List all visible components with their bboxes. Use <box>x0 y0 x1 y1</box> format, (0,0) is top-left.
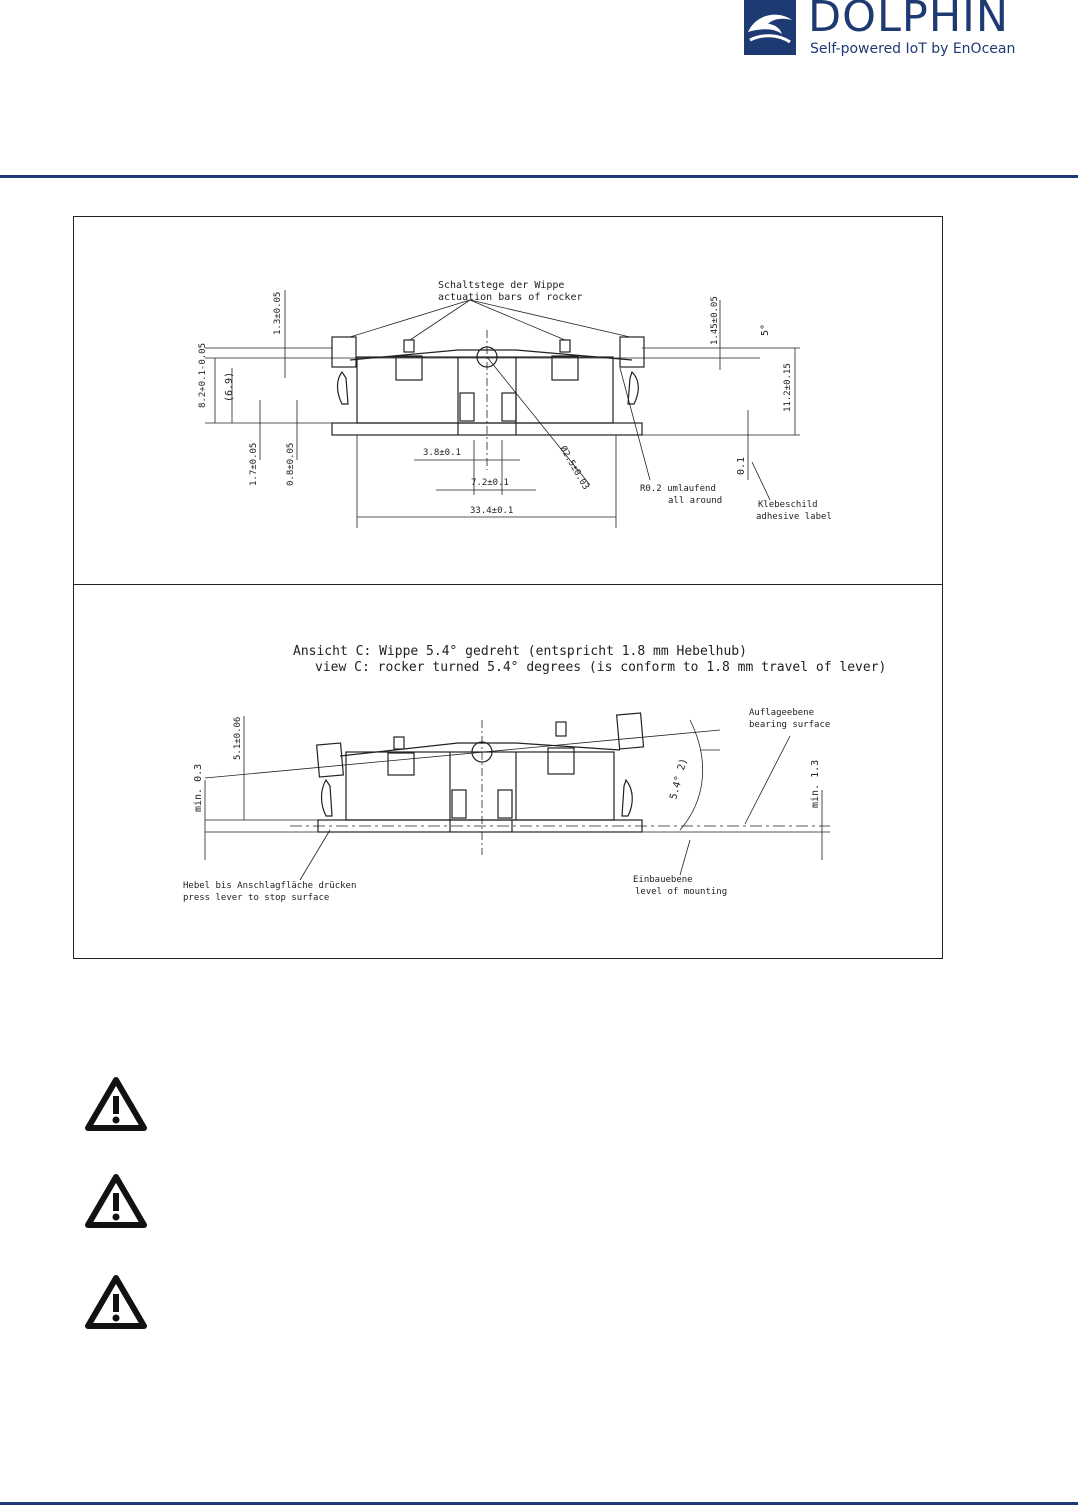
warning-icon <box>84 1076 148 1132</box>
callout-en: actuation bars of rocker <box>438 292 583 303</box>
dim-8-2: 8.2+0.1-0.05 <box>198 342 208 408</box>
mount-en: level of mounting <box>635 887 728 897</box>
dim-5deg: 5° <box>760 323 771 336</box>
dim-1-7: 1.7±0.05 <box>249 442 259 486</box>
warning-icon <box>84 1173 148 1229</box>
label-de: Klebeschild <box>758 500 818 510</box>
dim-diameter: Ø2.5±0.03 <box>557 444 591 492</box>
dim-11-2: 11.2±0.15 <box>783 363 793 412</box>
dim-min-1-3: min. 1.3 <box>810 759 821 808</box>
dim-33-4: 33.4±0.1 <box>470 506 514 516</box>
brand-tagline: Self-powered IoT by EnOcean <box>810 41 1016 57</box>
dim-5-1: 5.1±0.06 <box>233 716 243 760</box>
view-c-title-en: view C: rocker turned 5.4° degrees (is conform to 1.8 mm travel of lever) <box>315 660 887 675</box>
callout-de: Schaltstege der Wippe <box>438 280 565 291</box>
dim-min-0-3: min. 0.3 <box>193 763 204 812</box>
lever-en: press lever to stop surface <box>183 893 330 903</box>
dim-angle: 5.4° 2) <box>668 757 690 801</box>
view-c-title-de: Ansicht C: Wippe 5.4° gedreht (entspricht 1.8 mm Hebelhub) <box>293 644 747 659</box>
warning-icon <box>84 1274 148 1330</box>
dim-7-2: 7.2±0.1 <box>471 478 509 488</box>
dim-0-1: 0.1 <box>736 456 747 475</box>
dim-6-9: (6.9) <box>224 371 235 402</box>
lever-de: Hebel bis Anschlagfläche drücken <box>183 881 357 891</box>
bearing-en: bearing surface <box>749 720 831 730</box>
radius-de: R0.2 umlaufend <box>640 484 716 494</box>
brand-name: DOLPHIN <box>808 0 1010 42</box>
dim-3-8: 3.8±0.1 <box>423 448 461 458</box>
radius-en: all around <box>668 496 723 506</box>
label-en: adhesive label <box>756 512 832 522</box>
bearing-de: Auflageebene <box>749 708 815 718</box>
dim-0-8: 0.8±0.05 <box>286 442 296 486</box>
mount-de: Einbauebene <box>633 875 693 885</box>
dim-1-45: 1.45±0.05 <box>710 296 720 345</box>
footer-rule <box>0 1502 1078 1505</box>
dim-1-3: 1.3±0.05 <box>273 291 283 335</box>
